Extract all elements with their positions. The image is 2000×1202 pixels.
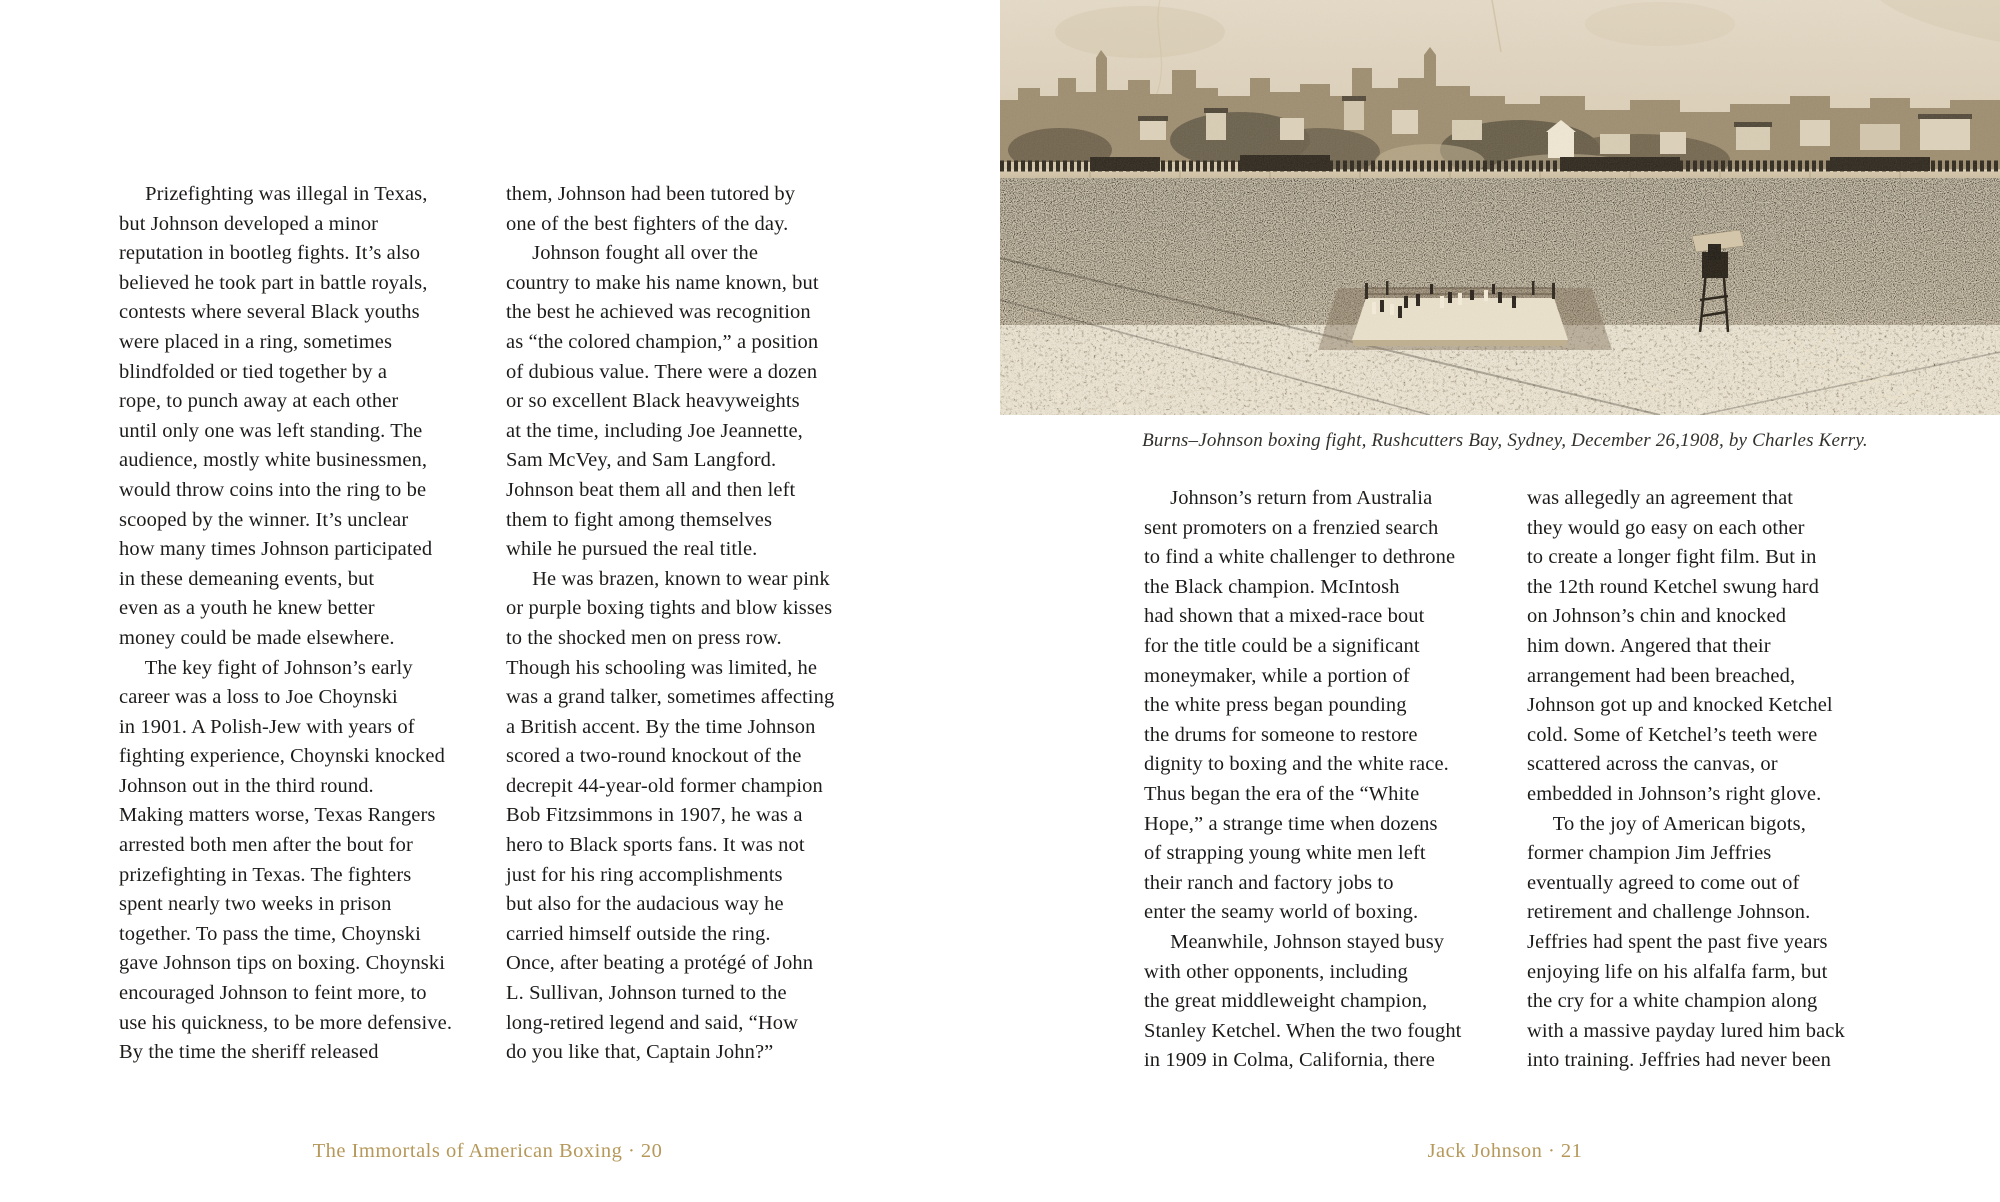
text-line: encouraged Johnson to feint more, to bbox=[119, 982, 427, 1005]
text-line: scored a two-round knockout of the bbox=[506, 745, 802, 768]
text-line: reputation in bootleg fights. It’s also bbox=[119, 242, 421, 265]
text-line: hero to Black sports fans. It was not bbox=[506, 834, 805, 857]
text-line: decrepit 44-year-old former champion bbox=[506, 774, 823, 797]
text-line: the best he achieved was recognition bbox=[506, 301, 811, 324]
text-line: scooped by the winner. It’s unclear bbox=[119, 508, 409, 531]
text-line: how many times Johnson participated bbox=[119, 538, 433, 561]
text-line: enjoying life on his alfalfa farm, but bbox=[1527, 960, 1828, 983]
text-line: on Johnson’s chin and knocked bbox=[1527, 605, 1787, 628]
text-line: they would go easy on each other bbox=[1527, 516, 1805, 539]
text-line: him down. Angered that their bbox=[1527, 634, 1771, 657]
text-line: the cry for a white champion along bbox=[1527, 990, 1818, 1013]
text-line: the white press began pounding bbox=[1144, 694, 1407, 717]
text-line: retirement and challenge Johnson. bbox=[1527, 901, 1811, 924]
text-line: long-retired legend and said, “How bbox=[506, 1011, 799, 1034]
right-page-column-1 bbox=[1144, 484, 1516, 1076]
text-line: Sam McVey, and Sam Langford. bbox=[506, 449, 777, 472]
text-line: or purple boxing tights and blow kisses bbox=[506, 597, 833, 620]
text-line: Bob Fitzsimmons in 1907, he was a bbox=[506, 804, 803, 827]
text-line: former champion Jim Jeffries bbox=[1527, 842, 1772, 865]
photo-caption: Burns–Johnson boxing fight, Rushcutters Bay, Sydney, December 26,1908, by Charles Kerry. bbox=[1142, 430, 1868, 451]
text-line: L. Sullivan, Johnson turned to the bbox=[506, 982, 787, 1005]
text-line: cold. Some of Ketchel’s teeth were bbox=[1527, 723, 1818, 746]
text-line: carried himself outside the ring. bbox=[506, 922, 771, 945]
text-line: Stanley Ketchel. When the two fought bbox=[1144, 1019, 1462, 1042]
text-line: Making matters worse, Texas Rangers bbox=[119, 804, 436, 827]
text-line: dignity to boxing and the white race. bbox=[1144, 753, 1449, 776]
text-line: arrangement had been breached, bbox=[1527, 664, 1796, 687]
text-line: would throw coins into the ring to be bbox=[119, 478, 427, 501]
text-line: was allegedly an agreement that bbox=[1527, 487, 1794, 509]
text-line: prizefighting in Texas. The fighters bbox=[119, 863, 412, 886]
text-line: Johnson out in the third round. bbox=[119, 774, 374, 797]
text-line: He was brazen, known to wear pink bbox=[506, 567, 830, 590]
text-line: just for his ring accomplishments bbox=[506, 863, 783, 886]
text-line: with other opponents, including bbox=[1144, 960, 1408, 983]
text-line: Thus began the era of the “White bbox=[1144, 782, 1420, 805]
text-line: had shown that a mixed-race bout bbox=[1144, 605, 1425, 628]
text-line: but Johnson developed a minor bbox=[119, 212, 379, 235]
text-line: gave Johnson tips on boxing. Choynski bbox=[119, 952, 446, 975]
text-line: to create a longer fight film. But in bbox=[1527, 546, 1817, 569]
text-line: Though his schooling was limited, he bbox=[506, 656, 818, 679]
text-line: spent nearly two weeks in prison bbox=[119, 893, 392, 916]
text-line: career was a loss to Joe Choynski bbox=[119, 686, 398, 709]
text-line: in these demeaning events, but bbox=[119, 567, 375, 590]
text-line: believed he took part in battle royals, bbox=[119, 271, 428, 294]
right-page-column-2 bbox=[1527, 484, 1887, 1076]
text-line: sent promoters on a frenzied search bbox=[1144, 516, 1439, 539]
left-page-column-1 bbox=[119, 180, 489, 1068]
text-line: the great middleweight champion, bbox=[1144, 990, 1428, 1013]
text-line: with a massive payday lured him back bbox=[1527, 1019, 1845, 1042]
text-line: Prizefighting was illegal in Texas, bbox=[119, 183, 428, 205]
text-line: Jeffries had spent the past five years bbox=[1527, 930, 1828, 953]
text-line: the 12th round Ketchel swung hard bbox=[1527, 575, 1819, 598]
text-line: the Black champion. McIntosh bbox=[1144, 575, 1400, 598]
text-line: Meanwhile, Johnson stayed busy bbox=[1144, 930, 1445, 953]
text-line: to find a white challenger to dethrone bbox=[1144, 546, 1456, 569]
text-line: The key fight of Johnson’s early bbox=[119, 656, 413, 679]
text-line: contests where several Black youths bbox=[119, 301, 420, 324]
text-line: Johnson got up and knocked Ketchel bbox=[1527, 694, 1833, 717]
text-line: moneymaker, while a portion of bbox=[1144, 664, 1410, 687]
text-line: fighting experience, Choynski knocked bbox=[119, 745, 445, 768]
text-line: them to fight among themselves bbox=[506, 508, 773, 531]
text-line: audience, mostly white businessmen, bbox=[119, 449, 428, 472]
text-line: but also for the audacious way he bbox=[506, 893, 784, 916]
text-line: until only one was left standing. The bbox=[119, 419, 423, 442]
text-line: together. To pass the time, Choynski bbox=[119, 922, 421, 945]
text-line: or so excellent Black heavyweights bbox=[506, 390, 800, 413]
text-line: do you like that, Captain John?” bbox=[506, 1041, 774, 1064]
text-line: their ranch and factory jobs to bbox=[1144, 871, 1394, 894]
left-page-column-2 bbox=[506, 180, 876, 1068]
text-line: as “the colored champion,” a position bbox=[506, 330, 819, 353]
text-line: Once, after beating a protégé of John bbox=[506, 952, 814, 975]
text-line: at the time, including Joe Jeannette, bbox=[506, 419, 803, 442]
text-line: Johnson’s return from Australia bbox=[1144, 487, 1433, 509]
text-line: To the joy of American bigots, bbox=[1527, 812, 1806, 835]
text-line: for the title could be a significant bbox=[1144, 634, 1420, 657]
text-line: Johnson fought all over the bbox=[506, 242, 759, 265]
text-line: Johnson beat them all and then left bbox=[506, 478, 796, 501]
text-line: the drums for someone to restore bbox=[1144, 723, 1418, 746]
text-line: embedded in Johnson’s right glove. bbox=[1527, 782, 1822, 805]
text-line: were placed in a ring, sometimes bbox=[119, 330, 393, 353]
text-line: to the shocked men on press row. bbox=[506, 626, 782, 649]
text-line: even as a youth he knew better bbox=[119, 597, 375, 620]
text-line: use his quickness, to be more defensive. bbox=[119, 1011, 453, 1034]
text-line: rope, to punch away at each other bbox=[119, 390, 399, 413]
text-line: money could be made elsewhere. bbox=[119, 626, 395, 649]
text-line: blindfolded or tied together by a bbox=[119, 360, 388, 383]
text-line: enter the seamy world of boxing. bbox=[1144, 901, 1419, 924]
left-page-folio: The Immortals of American Boxing · 20 bbox=[312, 1140, 663, 1162]
text-line: in 1901. A Polish-Jew with years of bbox=[119, 715, 415, 738]
text-line: country to make his name known, but bbox=[506, 271, 819, 294]
text-line: them, Johnson had been tutored by bbox=[506, 183, 796, 205]
text-line: in 1909 in Colma, California, there bbox=[1144, 1049, 1436, 1072]
text-line: scattered across the canvas, or bbox=[1527, 753, 1778, 776]
text-line: a British accent. By the time Johnson bbox=[506, 715, 816, 738]
text-line: was a grand talker, sometimes affecting bbox=[506, 686, 835, 709]
text-line: of strapping young white men left bbox=[1144, 842, 1426, 865]
text-line: By the time the sheriff released bbox=[119, 1041, 379, 1064]
text-line: one of the best fighters of the day. bbox=[506, 212, 789, 235]
text-line: of dubious value. There were a dozen bbox=[506, 360, 818, 383]
text-line: eventually agreed to come out of bbox=[1527, 871, 1800, 894]
text-line: into training. Jeffries had never been bbox=[1527, 1049, 1831, 1072]
text-line: Hope,” a strange time when dozens bbox=[1144, 812, 1438, 835]
right-page-folio: Jack Johnson · 21 bbox=[1427, 1140, 1583, 1162]
boxing-crowd-photo bbox=[1000, 0, 2000, 415]
text-line: while he pursued the real title. bbox=[506, 538, 758, 561]
text-line: arrested both men after the bout for bbox=[119, 834, 413, 857]
